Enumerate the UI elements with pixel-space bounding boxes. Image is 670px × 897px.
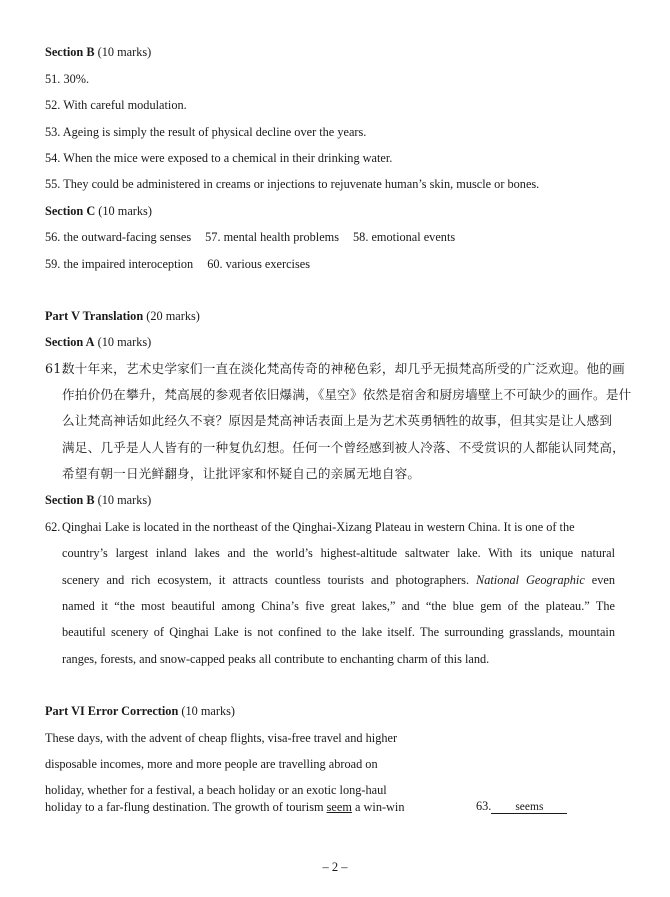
part-vi-heading [45, 703, 235, 719]
page-number: – 2 – [322, 860, 348, 874]
answer-63-number: 63. [476, 799, 492, 813]
part-v-section-b-heading [45, 492, 151, 508]
error-correction-line-4 [45, 799, 405, 815]
translation-62-text-1: Qinghai Lake is located in the northeast of the Qinghai-Xizang Plateau in western China. It is one of the [62, 520, 575, 534]
translation-61-line-4: 满足、几乎是人人皆有的一种复仇幻想。任何一个曾经感到被人冷落、不受赏识的人都能认同梵高， [62, 440, 625, 455]
translation-61-line-3: 么让梵高神话如此经久不衰？原因是梵高神话表面上是为艺术英勇牺牲的故事，但其实是让人感到 [62, 413, 613, 428]
answer-60: 60. various exercises [207, 257, 310, 271]
error-line-4-post: a win-win [354, 800, 405, 814]
translation-61-line-2: 作拍价仍在攀升，梵高展的参观者依旧爆满，《星空》依然是宿舍和厨房墙壁上不可缺少的画作。是什 [62, 387, 632, 402]
translation-62-line-1 [45, 519, 575, 535]
answer-55: 55. They could be administered in creams or injections to rejuvenate human’s skin, muscle or bones. [45, 177, 540, 191]
answers-59-60 [45, 256, 310, 272]
error-line-4-pre: holiday to a far-flung destination. The growth of tourism [45, 800, 324, 814]
section-c-heading [45, 203, 152, 219]
answer-56: 56. the outward-facing senses [45, 230, 192, 244]
translation-62-line-2: country’s largest inland lakes and the world’s highest-altitude saltwater lake. With its unique natural [62, 546, 615, 560]
question-62-number: 62. [45, 520, 61, 534]
national-geographic-italic: National Geographic [476, 573, 585, 587]
answer-58: 58. emotional events [353, 230, 456, 244]
section-c-title: Section C [45, 204, 96, 218]
translation-62-line-5: beautiful scenery of Qinghai Lake is not confined to the lake itself. The surrounding grasslands, mountain [62, 625, 615, 639]
error-correction-line-3: holiday, whether for a festival, a beach holiday or an exotic long-haul [45, 783, 387, 797]
part-v-section-b-title: Section B [45, 493, 95, 507]
error-correction-line-1: These days, with the advent of cheap flights, visa-free travel and higher [45, 731, 398, 745]
section-b-marks: (10 marks) [97, 45, 152, 59]
question-61-number: 61. [45, 361, 66, 376]
part-v-section-b-marks: (10 marks) [97, 493, 152, 507]
answer-63 [476, 798, 567, 814]
section-b-heading [45, 44, 151, 60]
part-vi-title: Part VI Error Correction [45, 704, 179, 718]
translation-62-text-3: scenery and rich ecosystem, it attracts countless tourists and photographers. [62, 573, 470, 587]
translation-61-line-1 [45, 361, 625, 377]
answer-63-blank: seems [491, 801, 567, 814]
answer-54: 54. When the mice were exposed to a chemical in their drinking water. [45, 151, 393, 165]
error-correction-line-2: disposable incomes, more and more people are travelling abroad on [45, 757, 378, 771]
answer-53: 53. Ageing is simply the result of physical decline over the years. [45, 125, 367, 139]
answer-52: 52. With careful modulation. [45, 98, 187, 112]
part-v-section-a-title: Section A [45, 335, 95, 349]
part-v-marks: (20 marks) [146, 309, 200, 323]
translation-62-text-3-end: even [591, 573, 615, 587]
answer-51: 51. 30%. [45, 72, 90, 86]
answer-59: 59. the impaired interoception [45, 257, 194, 271]
part-v-heading [45, 308, 200, 324]
section-c-marks: (10 marks) [98, 204, 152, 218]
part-v-title: Part V Translation [45, 309, 144, 323]
part-v-section-a-marks: (10 marks) [97, 335, 152, 349]
answer-57: 57. mental health problems [205, 230, 340, 244]
section-b-title: Section B [45, 45, 95, 59]
part-v-section-a-heading [45, 334, 151, 350]
translation-61-text-1: 数十年来，艺术史学家们一直在淡化梵高传奇的神秘色彩，却几乎无损梵高所受的广泛欢迎。他的画 [62, 361, 625, 376]
translation-62-line-4: named it “the most beautiful among China’s five great lakes,” and “the blue gem of the plateau.” The [62, 599, 615, 613]
underlined-error-word: seem [326, 800, 352, 814]
answers-56-58 [45, 229, 455, 245]
translation-62-line-6: ranges, forests, and snow-capped peaks all contribute to enchanting charm of this land. [62, 652, 490, 666]
part-vi-marks: (10 marks) [181, 704, 235, 718]
translation-61-line-5: 希望有朝一日光鲜翻身，让批评家和怀疑自己的亲属无地自容。 [62, 466, 421, 481]
translation-62-line-3 [62, 572, 615, 588]
